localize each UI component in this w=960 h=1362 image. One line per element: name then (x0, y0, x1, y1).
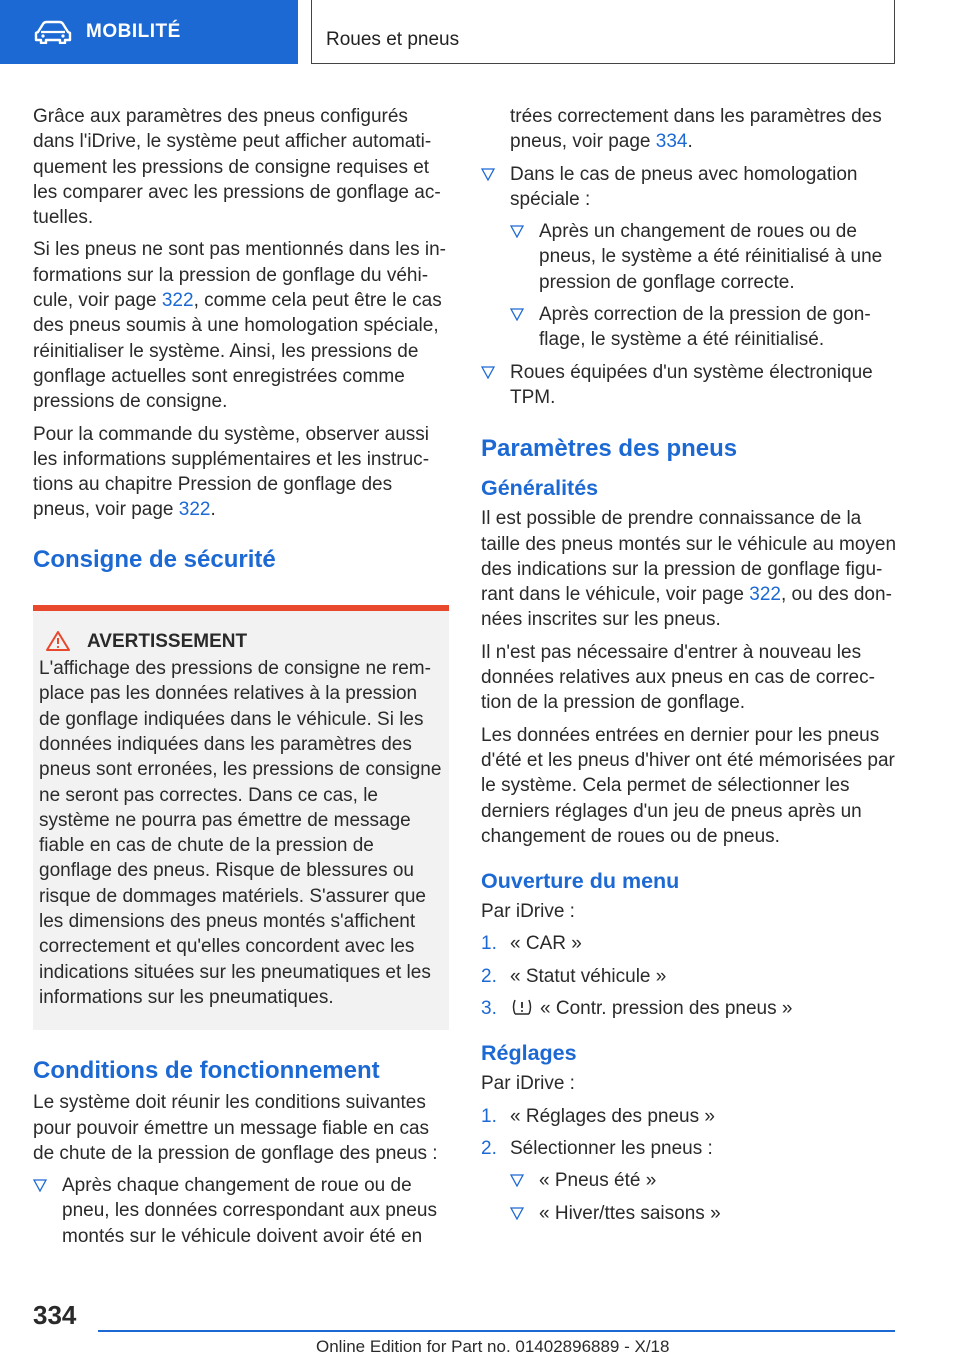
chapter-header (311, 0, 895, 64)
paragraph-continued: trées correctement dans les paramètres des pneus, voir page 334. (510, 106, 882, 153)
bullet-item: Dans le cas de pneus avec homologation spéciale : (481, 162, 897, 213)
heading-tire-params: Paramètres des pneus (481, 435, 738, 463)
section-tab (0, 0, 298, 64)
menu-step: 2. « Statut véhicule » (481, 965, 667, 987)
bullet-triangle-icon (510, 1174, 524, 1187)
warning-text: L'affichage des pressions de consigne ne remplace pas les données relatives à la pression de gonflage indiquées dans le véhicule. Si les données indiquées dans les paramètres des pneus sont erronées, les pressions de consigne ne seront pas correctes. Dans ce cas, le système ne pourra pas émettre de message fiable en cas de chute de la pression de gonflage des pneus. Risque de blessures ou risque de dommages matériels. S'assurer que les dimensions des pneus montés s'affichent correctement et qu'elles concordent avec les indications situées sur les pneumatiques et les informations sur les pneumatiques. (39, 658, 442, 1008)
paragraph: Il n'est pas nécessaire d'entrer à nouveau les données relatives aux pneus en cas de correction de la pression de gonflage. (481, 641, 875, 714)
bullet-item: Après chaque changement de roue ou de pneu, les données correspondant aux pneus montés sur le véhicule doivent avoir été en (33, 1173, 449, 1249)
sub-bullet-item: « Pneus été » (510, 1168, 897, 1193)
sub-bullet-item: Après correction de la pression de gonflage, le système a été réinitialisé. (510, 302, 897, 353)
menu-step: 3. « Contr. pression des pneus » (481, 998, 793, 1020)
menu-intro: Par iDrive : (481, 901, 575, 923)
heading-settings: Réglages (481, 1041, 577, 1066)
bullet-item: Roues équipées d'un système électronique TPM. (481, 360, 897, 411)
page-link[interactable]: 322 (749, 584, 781, 606)
left-column (33, 104, 449, 1256)
heading-safety: Consigne de sécurité (33, 545, 276, 573)
section-label: MOBILITÉ (86, 21, 181, 42)
edition-note: Online Edition for Part no. 01402896889 - X/18 (316, 1337, 670, 1356)
bullet-triangle-icon (510, 308, 524, 321)
paragraph: Il est possible de prendre connaissance de la taille des pneus montés sur le véhicule au moyen des indications sur la pression de gonflage figurant dans le véhicule, voir page 322, ou des données inscrites sur les pneus. (481, 508, 897, 631)
paragraph: Grâce aux paramètres des pneus configurés dans l'iDrive, le système peut afficher automatiquement les pressions de consigne requises et les comparer avec les pressions de gonflage actuelles. (33, 106, 441, 229)
bullet-triangle-icon (510, 1207, 524, 1220)
car-icon (34, 20, 72, 44)
paragraph: Pour la commande du système, observer aussi les informations supplémentaires et les instructions au chapitre Pression de gonflage des pneus, voir page 322. (33, 423, 430, 521)
page-link[interactable]: 322 (178, 499, 211, 521)
bullet-triangle-icon (481, 366, 495, 379)
settings-step: 2. Sélectionner les pneus : (481, 1137, 713, 1159)
menu-step: 1. « CAR » (481, 933, 582, 955)
sub-bullet-item: Après un changement de roues ou de pneus, le système a été réinitialisé à une pression de gonflage correcte. (510, 219, 897, 295)
paragraph: Si les pneus ne sont pas mentionnés dans les informations sur la pression de gonflage du véhicule, voir page 322, comme cela peut être le cas des pneus soumis à une homologation spéciale, réinitialiser le système. Ainsi, les pressions de gonflage actuelles sont enregistrées comme pressions de consigne. (33, 239, 446, 413)
chapter-title: Roues et pneus (326, 29, 460, 50)
bullet-triangle-icon (33, 1179, 47, 1192)
paragraph: Le système doit réunir les conditions suivantes pour pouvoir émettre un message fiable en cas de chute de la pression de gonflage des pneus : (33, 1092, 438, 1164)
right-column (481, 104, 897, 1233)
page-link[interactable]: 334 (655, 131, 688, 153)
warning-title: AVERTISSEMENT (87, 630, 248, 652)
page-link[interactable]: 322 (161, 290, 194, 312)
paragraph: Les données entrées en dernier pour les pneus d'été et les pneus d'hiver ont été mémorisées par le système. Cela permet de sélectionner les derniers réglages d'un jeu de pneus après un changement de roues ou de pneus. (481, 724, 895, 847)
warning-header (39, 629, 443, 654)
sub-bullet-item: « Hiver/ttes saisons » (510, 1201, 897, 1226)
warning-triangle-icon (45, 630, 71, 652)
settings-step: 1. « Réglages des pneus » (481, 1105, 715, 1127)
warning-box (33, 605, 449, 1030)
footer-divider (98, 1330, 895, 1332)
bullet-triangle-icon (481, 168, 495, 181)
heading-conditions: Conditions de fonctionnement (33, 1057, 380, 1085)
page-number: 334 (33, 1300, 77, 1330)
settings-intro: Par iDrive : (481, 1073, 575, 1095)
tire-pressure-warning-icon (510, 997, 534, 1017)
heading-general: Généralités (481, 476, 599, 501)
heading-open-menu: Ouverture du menu (481, 869, 680, 894)
bullet-triangle-icon (510, 225, 524, 238)
